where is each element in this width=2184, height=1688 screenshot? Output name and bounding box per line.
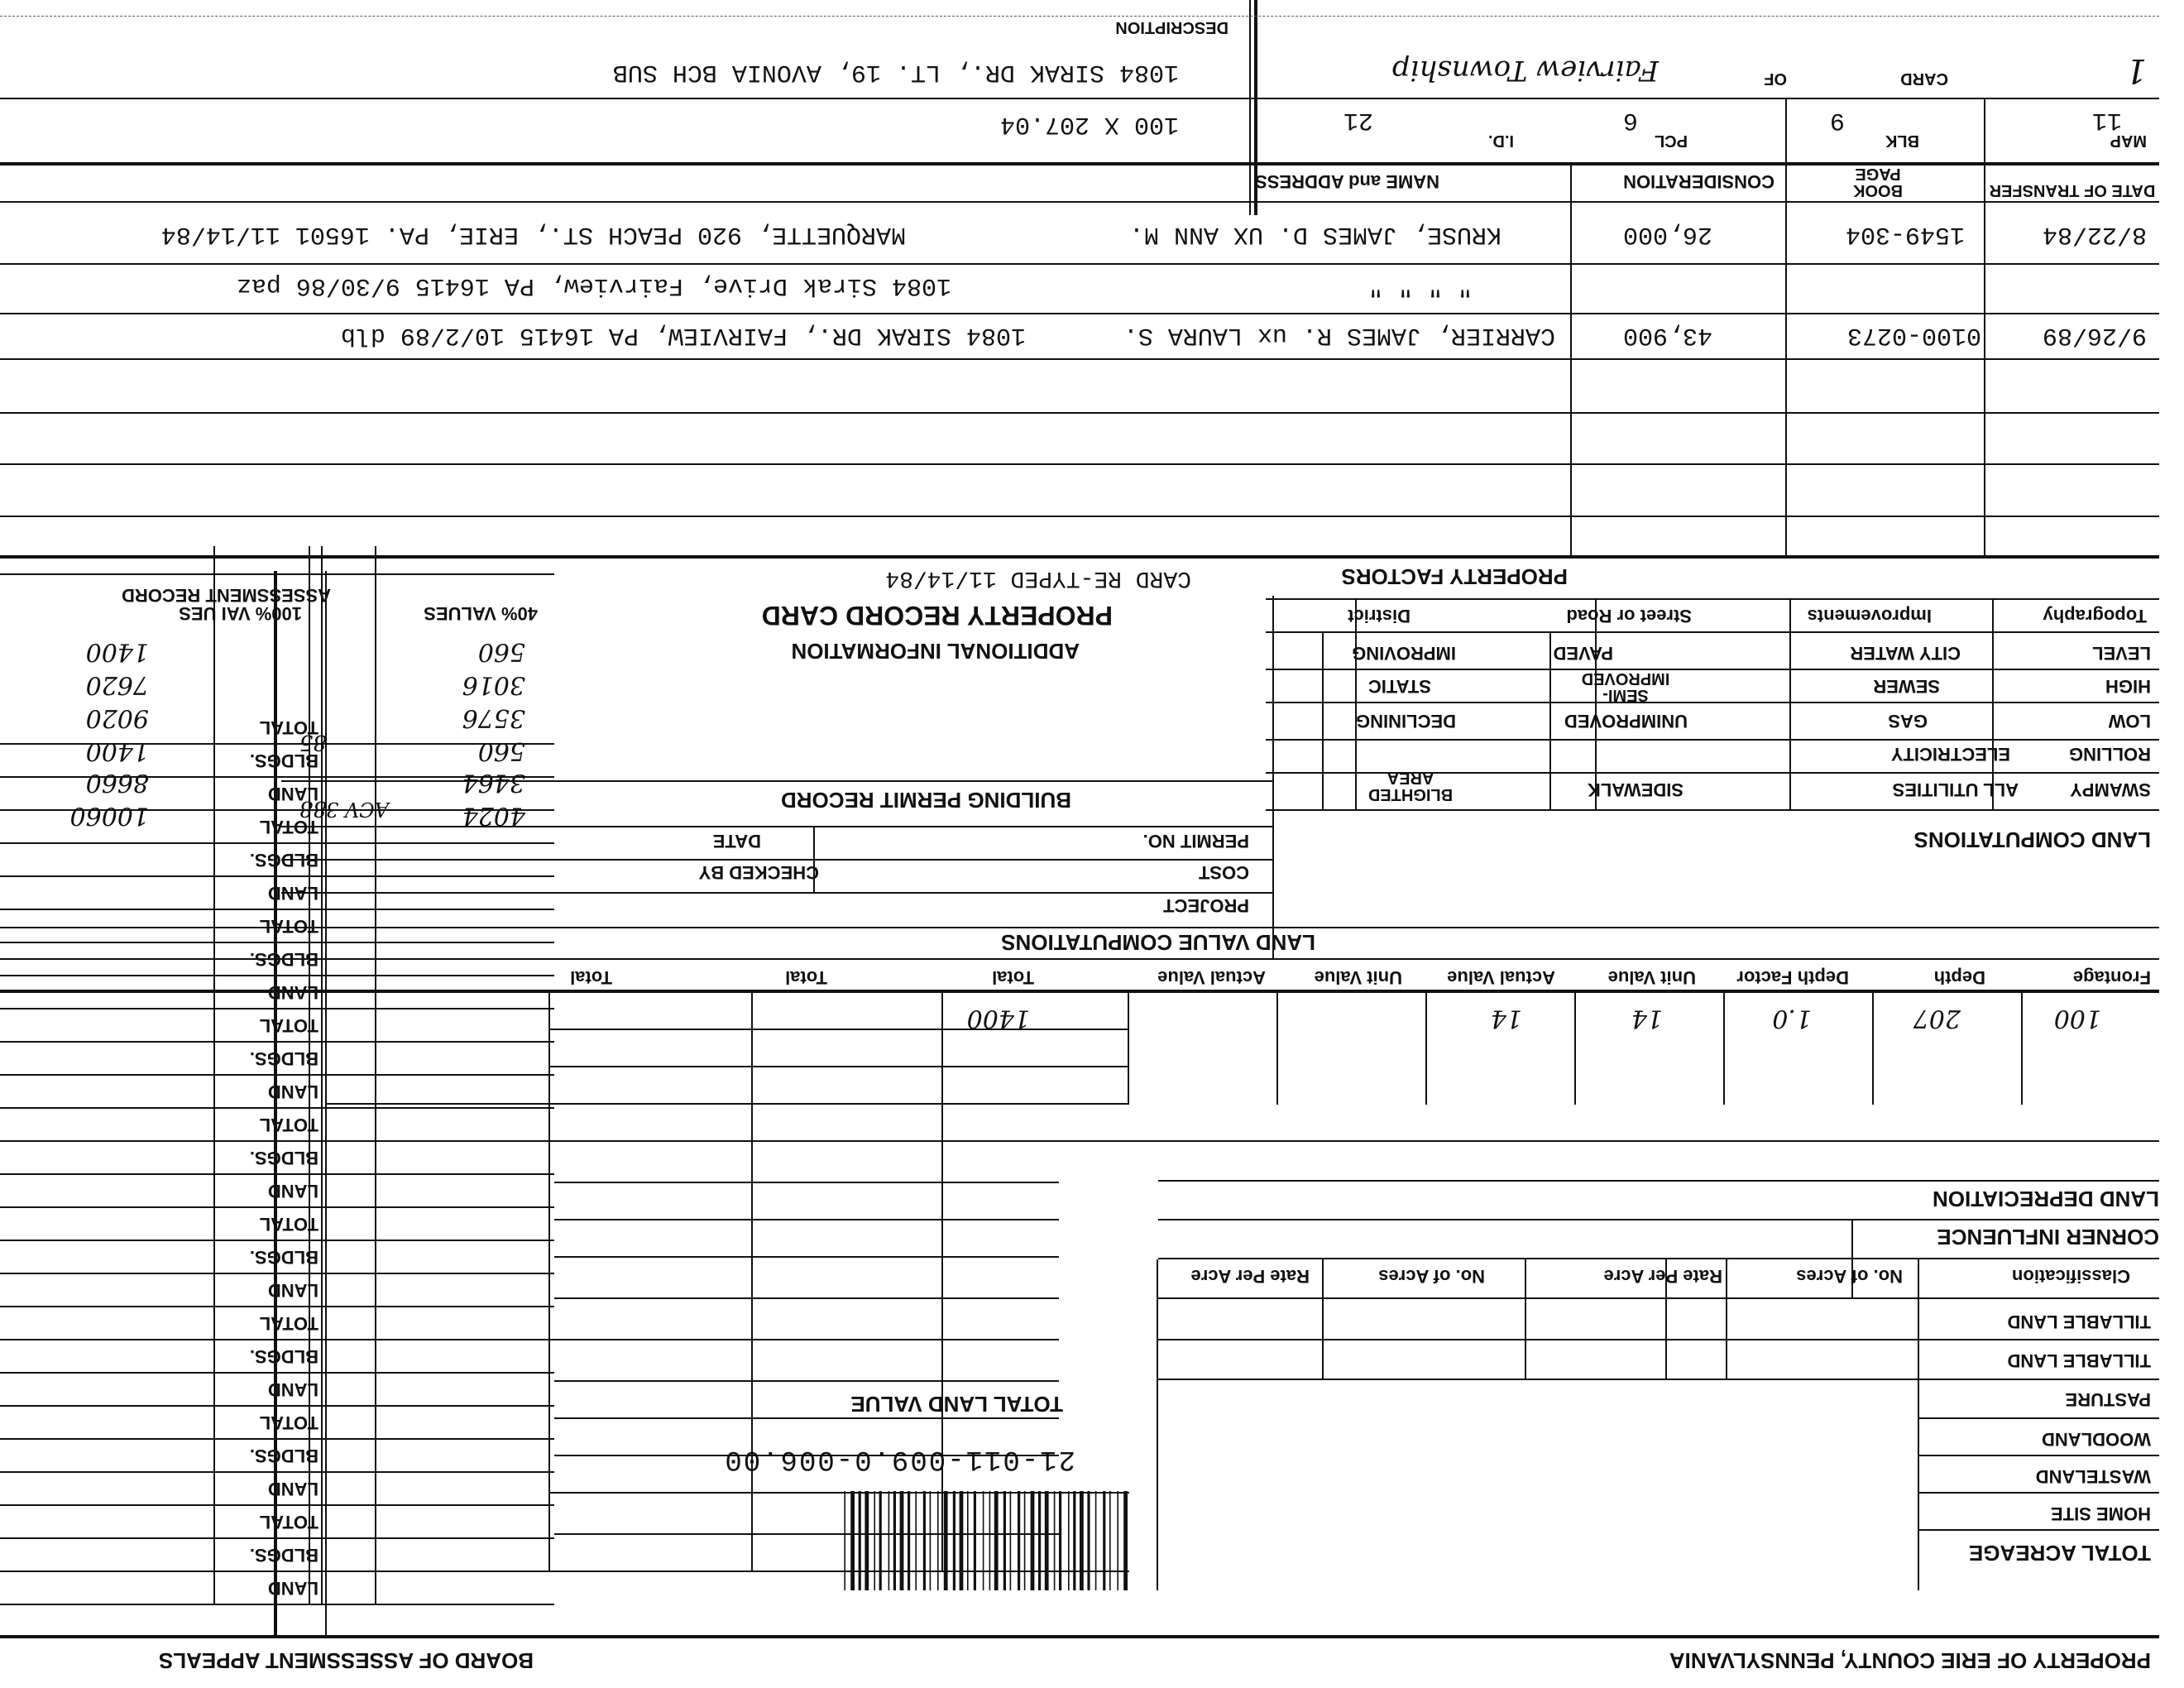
assessment-row-label: LAND: [267, 1081, 318, 1102]
actual-value-header-1: Actual Value: [1447, 967, 1555, 988]
topo-swampy: SWAMPY: [2070, 779, 2151, 800]
district-improving: IMPROVING: [1352, 643, 1456, 664]
topo-level: LEVEL: [2092, 643, 2151, 664]
no-of-acres-header-1: No. of Acres: [1796, 1266, 1903, 1287]
v40-total-1: 3576: [462, 703, 525, 732]
transfer-1-date: 8/22/84: [2042, 220, 2147, 248]
v100-bldgs-2: 8660: [85, 768, 149, 797]
actual-value-value: 14: [1490, 1004, 1522, 1033]
pasture-label: PASTURE: [2065, 1389, 2151, 1410]
assessment-row-label: BLDGS.: [249, 949, 318, 970]
v40-bldgs-1: 3016: [462, 670, 525, 699]
transfer-1-name: KRUSE, JAMES D. UX ANN M.: [1128, 220, 1502, 248]
dimensions: 100 X 207.04: [999, 110, 1179, 138]
project-label: PROJECT: [1163, 895, 1249, 916]
pcl-value: 6: [1622, 106, 1638, 134]
blk-value: 9: [1829, 106, 1845, 134]
unit-value-value: 14: [1631, 1004, 1663, 1033]
land-value-computations-title: LAND VALUE COMPUTATIONS: [1001, 930, 1315, 955]
rate-per-acre-header-1: Rate Per Acre: [1603, 1266, 1722, 1287]
rate-per-acre-header-2: Rate Per Acre: [1190, 1266, 1310, 1287]
total-value: 1400: [966, 1004, 1030, 1033]
id-value: 21: [1343, 106, 1373, 134]
classification-header: Classification: [2011, 1266, 2130, 1287]
total-header-3: Total: [570, 967, 612, 988]
assessment-row-label: TOTAL: [259, 1015, 318, 1036]
street-or-road-header: Street or Road: [1566, 606, 1692, 626]
transfer-1-consideration: 26,000: [1622, 220, 1712, 248]
v40-land-1: 560: [477, 637, 525, 666]
total-header-1: Total: [992, 967, 1034, 988]
assessment-row-label: TOTAL: [259, 717, 318, 738]
topo-low: LOW: [2108, 711, 2151, 731]
card-label: CARD: [1900, 70, 1948, 88]
additional-information-title: ADDITIONAL INFORMATION: [791, 639, 1080, 664]
assessment-row-label: BLDGS.: [249, 850, 318, 870]
district-static: STATIC: [1367, 676, 1431, 697]
land-depreciation-label: LAND DEPRECIATION: [1933, 1187, 2159, 1211]
assessment-row-label: TOTAL: [259, 1313, 318, 1334]
assessment-row-label: LAND: [267, 784, 318, 804]
township: Fairview Township: [1391, 54, 1659, 87]
corner-influence-label: CORNER INFLUENCE: [1937, 1225, 2159, 1249]
district-declining: DECLINING: [1356, 711, 1456, 731]
street-paved: PAVED: [1553, 643, 1613, 664]
imp-all-utilities: ALL UTILITIES: [1892, 779, 2019, 800]
assessment-row-label: TOTAL: [259, 817, 318, 837]
values-40-title: 40% VALUES: [424, 603, 538, 624]
description-value: 1084 SIRAK DR., LT. 19, AVONIA BCH SUB: [612, 58, 1179, 86]
transfer-3-book: 0100-0273: [1846, 321, 1981, 349]
assessment-row-label: BLDGS.: [249, 750, 318, 771]
assessment-row-label: LAND: [267, 1578, 318, 1599]
assessment-row-label: BLDGS.: [249, 1048, 318, 1069]
v100-land-1: 1400: [85, 637, 149, 666]
v40-land-2: 560: [477, 736, 525, 765]
street-sidewalk: SIDEWALK: [1587, 779, 1684, 800]
district-header: District: [1348, 606, 1410, 626]
depth-header: Depth: [1933, 967, 1985, 988]
wasteland-label: WASTELAND: [2035, 1466, 2151, 1487]
woodland-label: WOODLAND: [2042, 1429, 2151, 1450]
frontage-header: Frontage: [2072, 967, 2151, 988]
assessment-row-label: LAND: [267, 1280, 318, 1301]
imp-city-water: CITY WATER: [1850, 643, 1961, 664]
tillable-label-1: TILLABLE LAND: [2007, 1350, 2151, 1371]
name-and-address-header: NAME and ADDRESS: [1255, 171, 1439, 192]
building-permit-title: BUILDING PERMIT RECORD: [781, 788, 1071, 813]
street-unimproved: UNIMPROVED: [1564, 711, 1688, 731]
tillable-label-2: TILLABLE LAND: [2007, 1312, 2151, 1332]
property-factors-title: PROPERTY FACTORS: [1341, 564, 1568, 589]
total-acreage-label: TOTAL ACREAGE: [1968, 1541, 2151, 1566]
street-semi-improved: SEMI-IMPROVED: [1581, 669, 1670, 704]
assessment-row-label: LAND: [267, 1379, 318, 1400]
home-site-label: HOME SITE: [2050, 1503, 2151, 1524]
transfer-2-address: 1084 Sirak Drive, Fairview, PA 16415 9/30/86 paz: [236, 271, 951, 300]
values-100-title: 100% VAI UES: [179, 603, 302, 624]
transfer-3-address: 1084 SIRAK DR., FAIRVIEW, PA 16415 10/2/89 dlb: [340, 321, 1026, 349]
assessment-row-label: BLDGS.: [249, 1545, 318, 1566]
assessment-row-label: BLDGS.: [249, 1446, 318, 1466]
pcl-label: PCL: [1655, 132, 1688, 150]
topography-header: Topography: [2043, 606, 2147, 626]
card-number: 1: [2125, 51, 2147, 89]
assessment-row-label: BLDGS.: [249, 1247, 318, 1268]
assessment-row-label: LAND: [267, 1479, 318, 1499]
consideration-header: CONSIDERATION: [1623, 171, 1774, 192]
assessment-row-label: TOTAL: [259, 916, 318, 937]
description-label: DESCRIPTION: [1115, 18, 1228, 36]
map-label: MAP: [2110, 132, 2147, 150]
v40-bldgs-2: 3464: [462, 768, 525, 797]
assessment-row-label: TOTAL: [259, 1512, 318, 1532]
imp-electricity: ELECTRICITY: [1890, 744, 2010, 765]
transfer-1-address: MARQUETTE, 920 PEACH ST., ERIE, PA. 16501 11/14/84: [160, 220, 906, 248]
map-value: 11: [2091, 106, 2122, 134]
depth-factor-header: Depth Factor: [1736, 967, 1849, 988]
imp-sewer: SEWER: [1873, 676, 1940, 697]
no-of-acres-header-2: No. of Acres: [1378, 1266, 1485, 1287]
topo-rolling: ROLLING: [2069, 744, 2151, 765]
side-note-1: 85: [299, 730, 327, 755]
assessment-row-label: LAND: [267, 982, 318, 1003]
v100-land-2: 1400: [85, 736, 149, 765]
county-header: PROPERTY OF ERIE COUNTY, PENNSYLVANIA: [1669, 1648, 2151, 1673]
parcel-number: 21-011-009.0-006.00: [723, 1443, 1075, 1475]
transfer-2-name: " " " ": [1367, 271, 1473, 300]
transfer-3-date: 9/26/89: [2042, 321, 2147, 349]
of-label: OF: [1764, 70, 1787, 88]
assessment-row-label: LAND: [267, 1181, 318, 1201]
land-computations-label: LAND COMPUTATIONS: [1913, 827, 2151, 852]
assessment-row-label: TOTAL: [259, 1115, 318, 1135]
improvements-header: Improvements: [1807, 606, 1932, 626]
card-retyped-note: CARD RE-TYPED 11/14/84: [885, 565, 1191, 591]
id-label: I.D.: [1487, 132, 1514, 150]
frontage-value: 100: [2053, 1004, 2101, 1033]
total-land-value-label: TOTAL LAND VALUE: [850, 1392, 1063, 1417]
transfer-1-book: 1549-304: [1845, 220, 1965, 248]
v100-total-2: 10060: [69, 801, 149, 830]
parcel-barcode: [840, 1483, 1129, 1590]
assessment-row-label: BLDGS.: [249, 1346, 318, 1367]
v100-total-1: 9020: [85, 703, 149, 732]
cost-label: COST: [1198, 862, 1249, 883]
total-header-2: Total: [785, 967, 827, 988]
district-blighted-area: BLIGHTED AREA: [1367, 769, 1454, 803]
assessment-row-label: BLDGS.: [249, 1148, 318, 1168]
side-note-3: ACV 3: [326, 798, 389, 821]
assessment-record-title: ASSESSMENT RECORD: [121, 585, 331, 606]
date-of-transfer-header: DATE OF TRANSFER: [1989, 181, 2156, 199]
checked-by-label: CHECKED BY: [698, 862, 819, 883]
property-record-card-title: PROPERTY RECORD CARD: [761, 601, 1113, 631]
depth-value: 207: [1913, 1004, 1961, 1033]
depth-factor-value: 1.0: [1772, 1004, 1812, 1033]
unit-value-header-1: Unit Value: [1607, 967, 1696, 988]
unit-value-header-2: Unit Value: [1314, 967, 1402, 988]
board-header: BOARD OF ASSESSMENT APPEALS: [158, 1648, 534, 1673]
topo-high: HIGH: [2105, 676, 2151, 697]
transfer-3-name: CARRIER, JAMES R. ux LAURA S.: [1123, 321, 1555, 349]
assessment-row-label: TOTAL: [259, 1214, 318, 1235]
imp-gas: GAS: [1888, 711, 1928, 731]
side-note-2: 88: [299, 796, 327, 821]
actual-value-header-2: Actual Value: [1157, 967, 1266, 988]
assessment-row-label: TOTAL: [259, 1412, 318, 1433]
date-label: DATE: [712, 831, 761, 851]
v100-bldgs-1: 7620: [85, 670, 149, 699]
assessment-row-label: LAND: [267, 883, 318, 904]
book-page-header: BOOK PAGE: [1853, 165, 1903, 199]
permit-no-label: PERMIT NO.: [1142, 831, 1249, 851]
transfer-3-consideration: 43,900: [1622, 321, 1712, 349]
v40-total-2: 4024: [462, 801, 525, 830]
blk-label: BLK: [1885, 132, 1919, 150]
